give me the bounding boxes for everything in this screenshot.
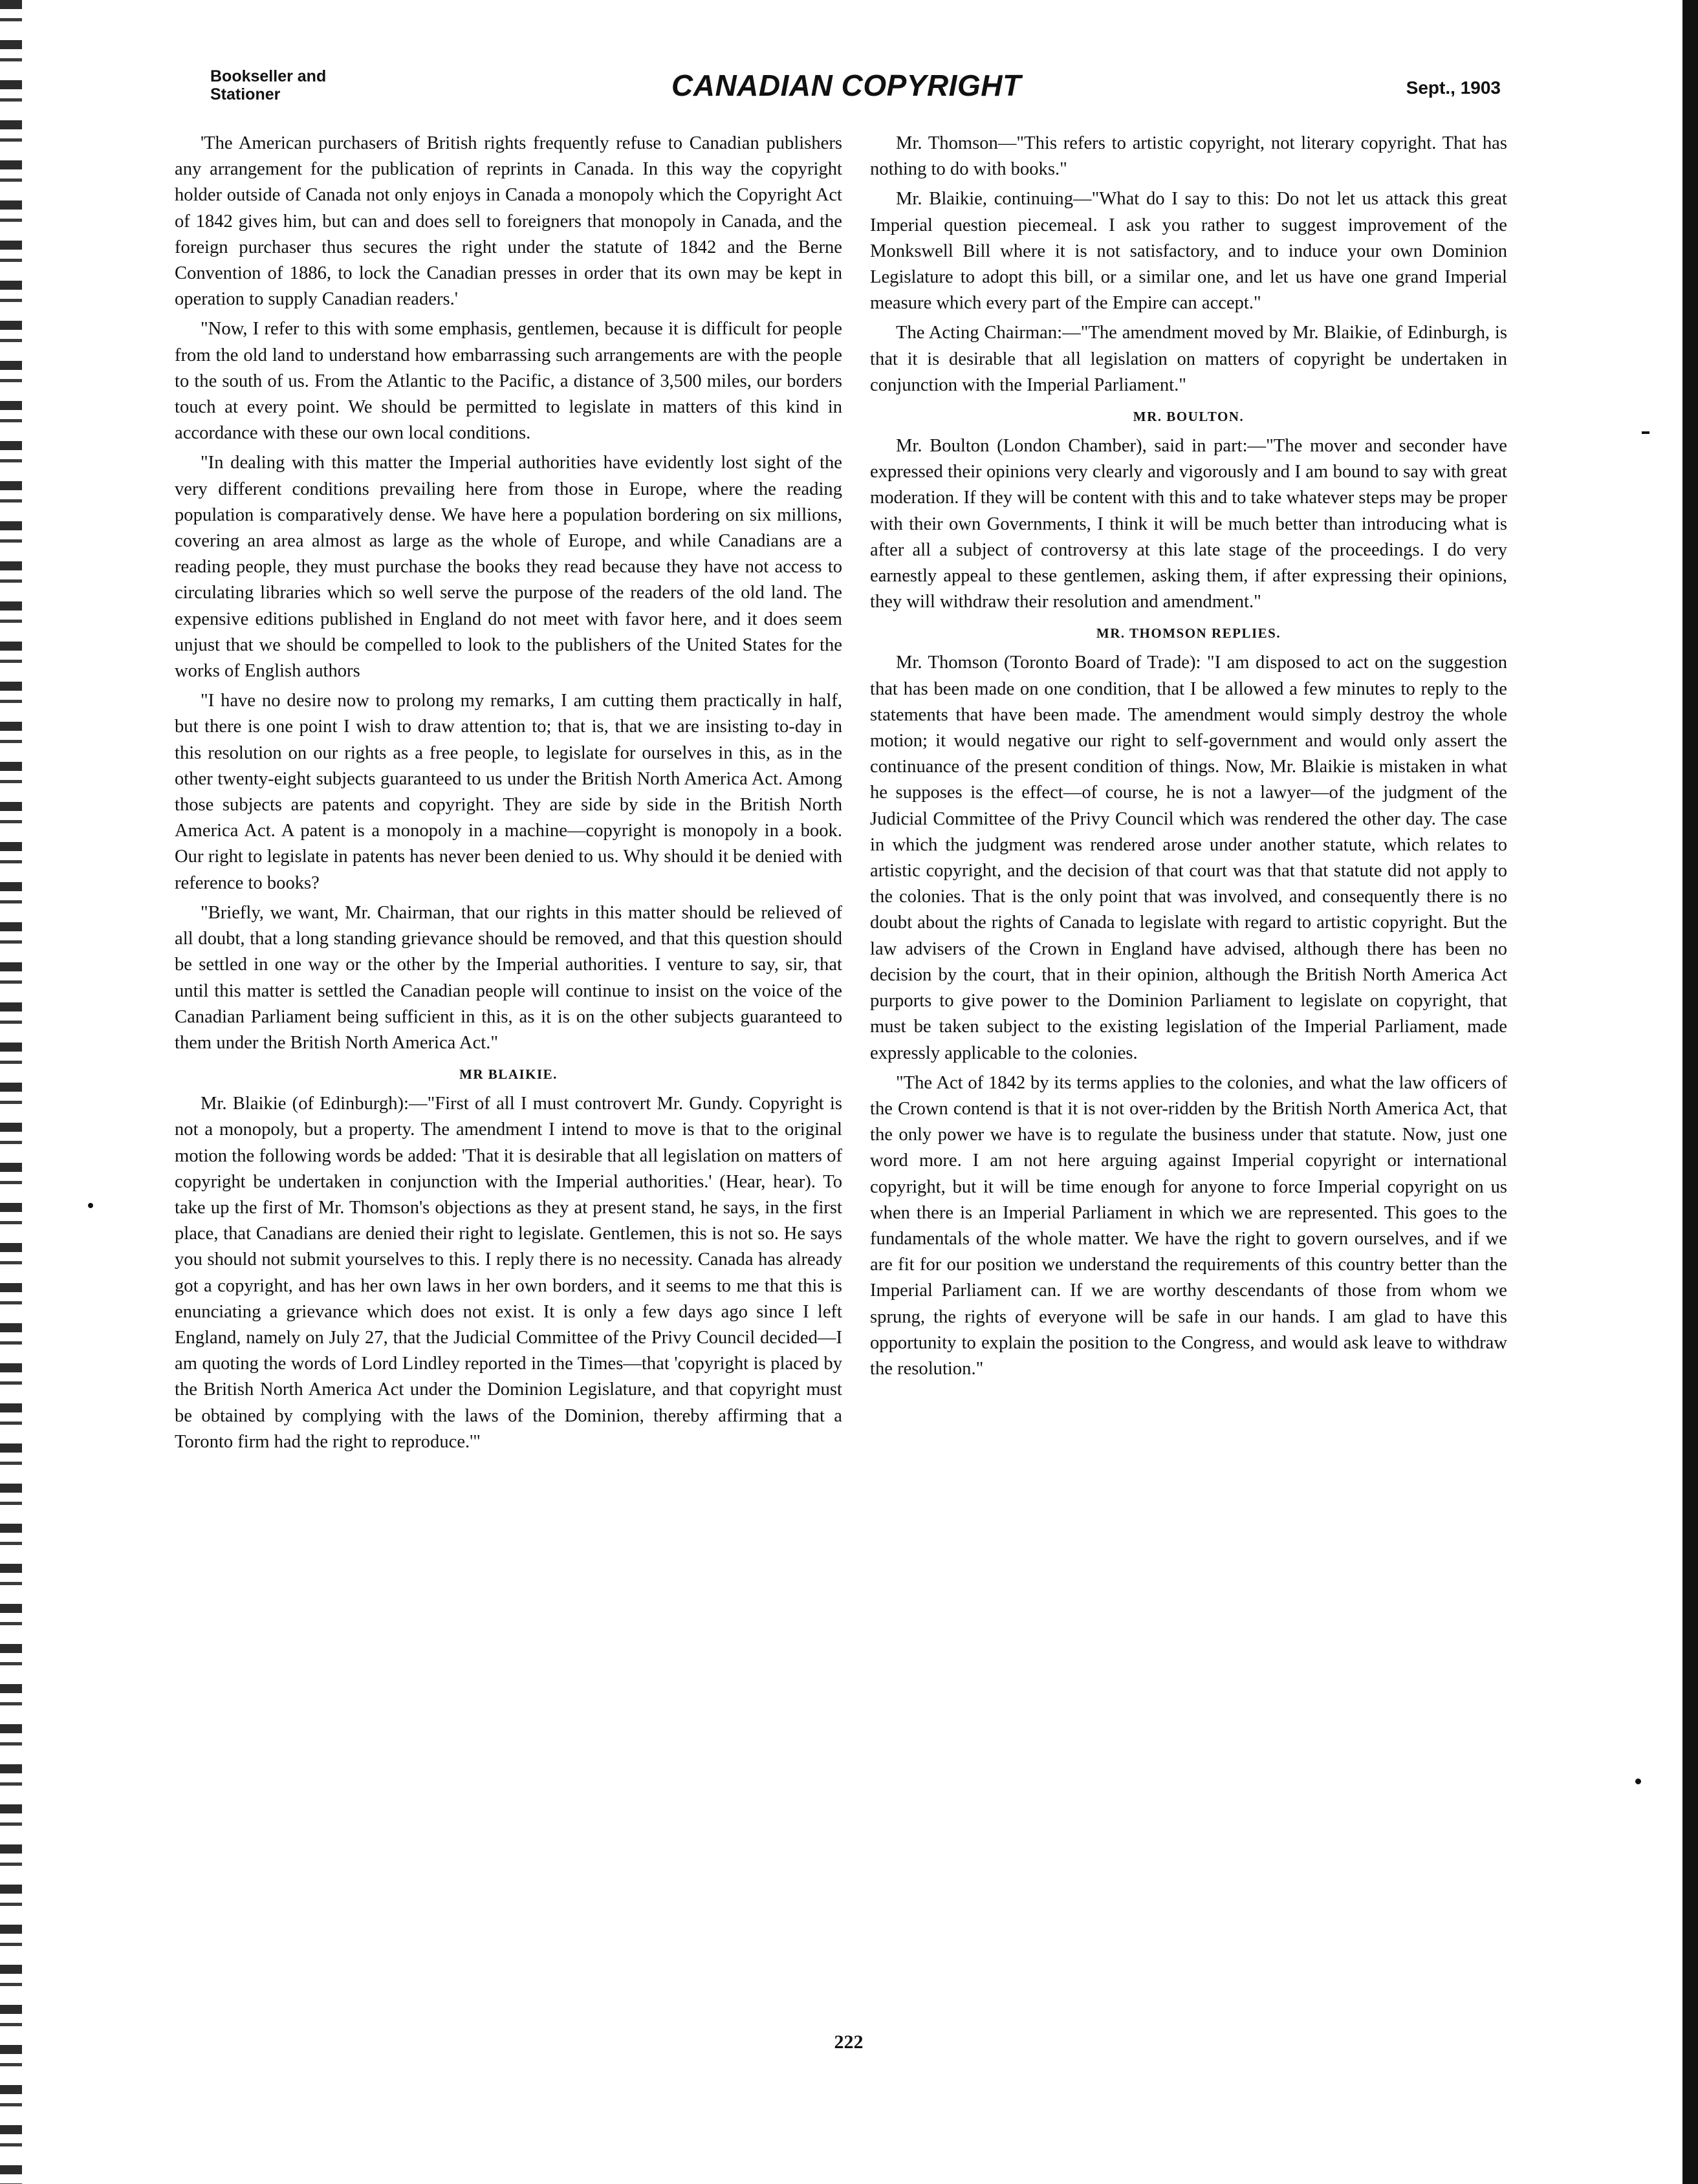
article-paragraph-american-purchasers: 'The American purchasers of British rights frequently refuse to Canadian publishers any arrangement for the publication of reprints in Canada. In this way the copyright holder outside of Canada not only enjoys in Canada a monopoly which the Copyright Act of 1842 gives him, but can and does sell to foreigners that monopoly in Canada, and the foreign purchaser thus secures the right under the statute of 1842 and the Berne Convention of 1886, to lock the Canadian presses in order that its own may be kept in operation to supply Canadian readers.' (175, 133, 842, 310)
scan-speck (1635, 1779, 1641, 1784)
publication-name: Bookseller and Stationer (210, 67, 327, 103)
right-article-column (870, 131, 1507, 2019)
scan-right-edge (1682, 0, 1698, 2184)
page-number: 222 (834, 2031, 864, 2053)
article-paragraph-act-1842: "The Act of 1842 by its terms applies to the colonies, and what the law officers of the Crown contend is that it is not over-ridden by the British North America Act, that the only power we have is to regulate the business under that statute. Now, just one word more. I am not here arguing against Imperial copyright or international copyright, but it will be time enough for anyone to force Imperial copyright on us when there is an Imperial Parliament in which we are represented. This goes to the fundamentals of the whole matter. We have the right to govern ourselves, and if we are fit for our position we understand the requirements of this country better than the Imperial Parliament can. If we are worthy descendants of those from whom we sprung, the rights of everyone will be safe in our hands. I am glad to have this opportunity to explain the position to the Congress, and would ask leave to withdraw the resolution." (870, 1072, 1507, 1379)
article-paragraph-thomson-response: Mr. Thomson—"This refers to artistic copyright, not literary copyright. That has nothing to do with books." (870, 133, 1507, 180)
article-paragraph-boulton: Mr. Boulton (London Chamber), said in part:—"The mover and seconder have expressed their opinions very clearly and vigorously and I am bound to say with great moderation. If they will be content with this and to take whatever steps may be proper with their own Governments, I think it will be much better than introducing what is after all a subject of controversy at this late stage of the proceedings. I do very earnestly appeal to these gentlemen, asking them, if after expressing their opinions, they will withdraw their resolution and amendment." (870, 436, 1507, 612)
scan-speck (88, 1203, 93, 1208)
page-header (210, 67, 1501, 113)
issue-date: Sept., 1903 (1406, 78, 1501, 98)
left-article-column (175, 131, 842, 2019)
article-paragraph-blaikie-continuing: Mr. Blaikie, continuing—"What do I say to this: Do not let us attack this great Imperial question piecemeal. I ask you rather to suggest improvement of the Monkswell Bill where it is not satisfactory, and to induce your own Dominion Legislature to adopt this bill, or a similar one, and let us have one grand Imperial measure which every part of the Empire can accept." (870, 189, 1507, 314)
article-paragraph-thomson-reply: Mr. Thomson (Toronto Board of Trade): "I am disposed to act on the suggestion that has been made on one condition, that I be allowed a few minutes to reply to the statements that have been made. The amendment would simply destroy the whole motion; it would negative our right to self-government and would only assert the continuance of the present condition of things. Now, Mr. Blaikie is mistaken in what he supposes is the effect—of course, he is not a lawyer—of the judgment of the Judicial Committee of the Privy Council which was rendered the other day. The case in which the judgment was rendered arose under another statute, which relates to artistic copyright, and the decision of that court was that that statute did not apply to the colonies. That is the only point that was involved, and consequently there is no doubt about the rights of Canada to legislate with regard to artistic copyright. But the law advisers of the Crown in England have advised, although there has been no decision by the court, that in their opinion, although the British North America Act purports to give power to the Dominion Parliament to legislate on copyright, that must be taken subject to the existing legislation of the Imperial Parliament, made expressly applicable to the colonies. (870, 653, 1507, 1063)
article-paragraph-briefly: "Briefly, we want, Mr. Chairman, that our rights in this matter should be relieved of all doubt, that a long standing grievance should be removed, and that this question should be settled in one way or the other by the Imperial authorities. I venture to say, sir, that until this matter is settled the Canadian people will continue to insist on the voice of the Canadian Parliament being sufficient in this, as it is on the other subjects guaranteed to them under the British North America Act." (175, 902, 842, 1053)
section-heading-blaikie: MR BLAIKIE. (459, 1066, 558, 1083)
section-heading-thomson-replies: MR. THOMSON REPLIES. (1096, 625, 1281, 642)
scan-left-edge (0, 0, 22, 2184)
article-paragraph-imperial-authorities: "In dealing with this matter the Imperial authorities have evidently lost sight of the very different conditions prevailing here from those in Europe, where the reading population is comparatively dense. We have here a population bordering on six millions, covering an area almost as large as the whole of Europe, and while Canadians are a reading people, they must purchase the books they read because they have not access to circulating libraries which so well serve the purpose of the readers of the old land. The expensive editions published in England do not meet with favor here, and it does seem unjust that we should be compelled to look to the publishers of the United States for the works of English authors (175, 453, 842, 682)
article-paragraph-blaikie: Mr. Blaikie (of Edinburgh):—"First of all I must controvert Mr. Gundy. Copyright is not a monopoly, but a property. The amendment I intend to move is that to the original motion the following words be added: 'That it is desirable that all legislation on matters of copyright be undertaken in conjunction with the Imperial authorities.' (Hear, hear). To take up the first of Mr. Thomson's objections as they at present stand, he says, in the first place, that Canadians are denied their right to legislate. Gentlemen, this is not so. He says you should not submit yourselves to this. I reply there is no necessity. Canada has already got a copyright, and has her own laws in her own borders, and it seems to me that this is enunciating a grievance which does not exist. It is only a few days ago since I left England, namely on July 27, that the Judicial Committee of the Privy Council decided—I am quoting the words of Lord Lindley reported in the Times—that 'copyright is placed by the British North America Act under the Dominion Legislature, and that copyright must be obtained by complying with the laws of the Dominion, thereby affirming that a Toronto firm had the right to reproduce.'" (175, 1094, 842, 1452)
scan-speck (1642, 431, 1649, 434)
article-paragraph-acting-chairman: The Acting Chairman:—"The amendment moved by Mr. Blaikie, of Edinburgh, is that it is desirable that all legislation on matters of copyright be undertaken in conjunction with the Imperial Parliament." (870, 323, 1507, 395)
section-heading-boulton: MR. BOULTON. (1133, 409, 1245, 425)
article-paragraph-emphasis: "Now, I refer to this with some emphasis, gentlemen, because it is difficult for people from the old land to understand how embarrassing such arrangements are with the people to the south of us. From the Atlantic to the Pacific, a distance of 3,500 miles, our borders touch at every point. We should be permitted to legislate in matters of this kind in accordance with these our own local conditions. (175, 319, 842, 444)
article-paragraph-prolong-remarks: "I have no desire now to prolong my remarks, I am cutting them practically in half, but there is one point I wish to draw attention to; that is, that we are insisting to-day in this resolution on our rights as a free people, to legislate for ourselves in this, as in the other twenty-eight subjects guaranteed to us under the British North America Act. Among those subjects are patents and copyright. They are side by side in the British North America Act. A patent is a monopoly in a machine—copyright is monopoly in a book. Our right to legislate in patents has never been denied to us. Why should it be denied with reference to books? (175, 691, 842, 893)
page-title: CANADIAN COPYRIGHT (671, 69, 1021, 102)
